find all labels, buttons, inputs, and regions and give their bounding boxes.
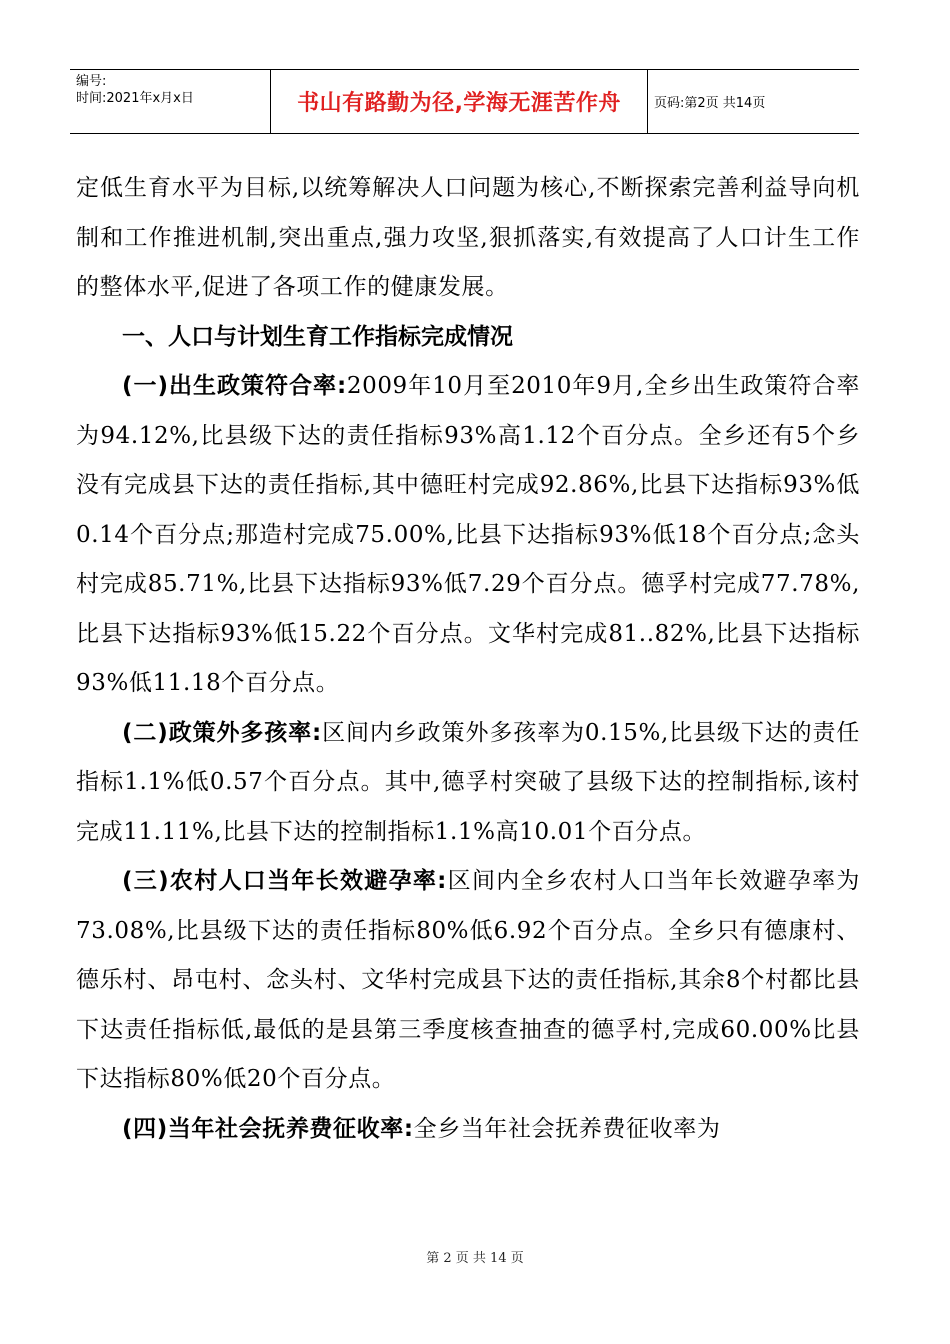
item-lead: (一)出生政策符合率: xyxy=(122,373,347,399)
header-motto: 书山有路勤为径,学海无涯苦作舟 xyxy=(271,70,648,133)
item-birth-policy-rate xyxy=(76,362,860,709)
page-footer: 第 2 页 共 14 页 xyxy=(426,1251,524,1266)
page-header xyxy=(70,69,859,134)
document-number-label: 编号: xyxy=(76,74,107,89)
document-body xyxy=(76,164,860,1154)
item-text: 2009年10月至2010年9月,全乡出生政策符合率为94.12%,比县级下达的责任指标93%高1.12个百分点。全乡还有5个乡没有完成县下达的责任指标,其中德旺村完成92.86%,比县下达指标93%低0.14个百分点;那造村完成75.00%,比县下达指标93%低18个百分点;念头村完成85.71%,比县下达指标93%低7.29个百分点。德孚村完成77.78%,比县下达指标93%低15.22个百分点。文华村完成81..82%,比县下达指标93%低11.18个百分点。 xyxy=(76,373,860,696)
header-meta xyxy=(70,70,271,133)
section-heading: 一、人口与计划生育工作指标完成情况 xyxy=(122,323,513,350)
header-page-info: 页码:第2页 共14页 xyxy=(654,96,766,111)
document-date-label: 时间:2021年x月x日 xyxy=(76,91,194,106)
item-extra-children-rate xyxy=(76,709,860,858)
item-lead: (三)农村人口当年长效避孕率: xyxy=(122,868,447,894)
item-lead: (二)政策外多孩率: xyxy=(122,719,322,746)
intro-paragraph: 定低生育水平为目标,以统筹解决人口问题为核心,不断探索完善利益导向机制和工作推进机制,突出重点,强力攻坚,狠抓落实,有效提高了人口计生工作的整体水平,促进了各项工作的健康发展。 xyxy=(76,175,860,300)
item-contraception-rate xyxy=(76,857,860,1105)
item-text: 区间内全乡农村人口当年长效避孕率为73.08%,比县级下达的责任指标80%低6.92个百分点。全乡只有德康村、德乐村、昂屯村、念头村、文华村完成县下达的责任指标,其余8个村都比县下达责任指标低,最低的是县第三季度核查抽查的德孚村,完成60.00%比县下达指标80%低20个百分点。 xyxy=(76,868,860,1092)
item-text: 区间内乡政策外多孩率为0.15%,比县级下达的责任指标1.1%低0.57个百分点。其中,德孚村突破了县级下达的控制指标,该村完成11.11%,比县下达的控制指标1.1%高10.01个百分点。 xyxy=(76,719,860,845)
item-lead: (四)当年社会抚养费征收率: xyxy=(122,1115,414,1142)
item-fee-collection-rate xyxy=(76,1105,860,1155)
item-text: 全乡当年社会抚养费征收率为 xyxy=(413,1115,721,1142)
